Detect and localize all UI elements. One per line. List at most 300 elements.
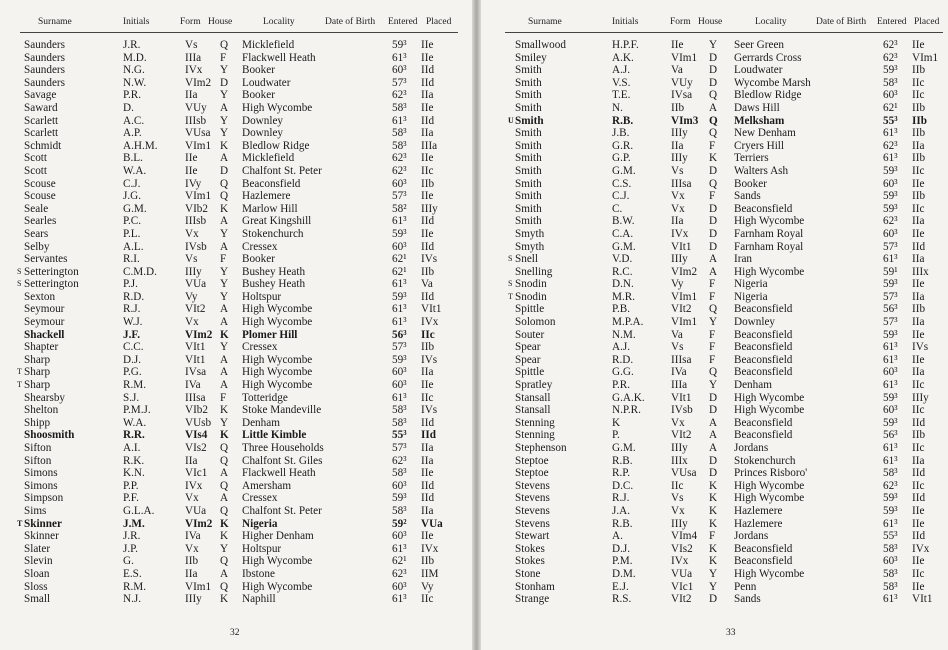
cell-entered: 59³ — [883, 164, 898, 177]
cell-form: VUa — [185, 504, 207, 517]
cell-house: D — [709, 240, 718, 253]
cell-entered: 60³ — [883, 227, 898, 240]
cell-initials: J.M. — [123, 517, 145, 530]
table-row — [481, 341, 948, 354]
cell-house: A — [220, 467, 229, 480]
cell-placed: IIb — [912, 429, 926, 442]
table-row — [481, 366, 948, 379]
cell-locality: Nigeria — [734, 278, 768, 291]
cell-locality: Beaconsfield — [734, 555, 793, 568]
cell-entered: 59³ — [392, 353, 407, 366]
cell-form: VUy — [185, 101, 207, 114]
cell-placed: IIc — [912, 479, 925, 492]
cell-surname: Saunders — [24, 64, 66, 77]
cell-form: VIt2 — [671, 429, 692, 442]
header-initials: Initials — [123, 17, 150, 27]
cell-entered: 59³ — [392, 492, 407, 505]
cell-house: Y — [220, 114, 229, 127]
cell-placed: IIe — [421, 379, 434, 392]
cell-entered: 59³ — [392, 39, 407, 51]
cell-surname: Setterington — [24, 265, 79, 278]
cell-form: IVx — [671, 227, 689, 240]
cell-locality: Stokenchurch — [734, 454, 796, 467]
cell-house: Q — [220, 580, 229, 593]
table-row — [0, 505, 472, 518]
cell-initials: R.D. — [123, 290, 145, 303]
cell-surname: Shelton — [24, 404, 59, 417]
cell-house: A — [220, 567, 229, 580]
table-row — [0, 354, 472, 367]
cell-entered: 58³ — [883, 76, 898, 89]
cell-entered: 56³ — [392, 328, 407, 341]
cell-locality: Wycombe Marsh — [734, 76, 811, 89]
table-row — [0, 303, 472, 316]
cell-initials: R.J. — [123, 303, 141, 316]
table-row — [0, 190, 472, 203]
cell-initials: K.N. — [123, 467, 145, 480]
cell-placed: IId — [421, 492, 435, 505]
cell-house: F — [709, 530, 716, 543]
cell-surname: Stokes — [515, 542, 545, 555]
cell-entered: 61³ — [883, 442, 898, 454]
cell-locality: Marlow Hill — [242, 202, 298, 215]
cell-placed: IIM — [421, 567, 439, 580]
cell-locality: Beaconsfield — [734, 416, 793, 429]
cell-placed: IIe — [421, 152, 434, 165]
cell-placed: IIa — [421, 89, 434, 102]
cell-house: F — [709, 278, 716, 291]
cell-surname: Stone — [515, 567, 541, 580]
cell-form: Vx — [185, 227, 199, 240]
cell-placed: IId — [421, 429, 436, 442]
cell-form: IIc — [671, 479, 684, 492]
cell-house: Y — [709, 379, 718, 392]
cell-house: Q — [220, 190, 229, 203]
cell-form: VIm1 — [185, 580, 212, 593]
cell-entered: 61³ — [883, 517, 898, 530]
cell-surname: Smith — [515, 202, 542, 215]
cell-surname: Smith — [515, 76, 542, 89]
cell-placed: VIt1 — [912, 593, 933, 606]
cell-house: Q — [709, 89, 718, 102]
cell-placed: IId — [421, 240, 435, 253]
cell-placed: IVs — [421, 404, 438, 417]
table-row — [481, 190, 948, 203]
cell-entered: 60³ — [392, 379, 407, 392]
cell-initials: G.M. — [612, 442, 636, 454]
cell-form: IIb — [671, 101, 685, 114]
cell-house: D — [709, 227, 718, 240]
cell-initials: R.M. — [123, 379, 147, 392]
cell-locality: Higher Denham — [242, 530, 314, 543]
cell-placed: IIc — [421, 391, 434, 404]
cell-placed: IIe — [421, 51, 434, 64]
cell-entered: 57³ — [883, 316, 898, 329]
cell-locality: Farnham Royal — [734, 227, 804, 240]
cell-initials: P.M. — [612, 555, 633, 568]
cell-house: Y — [220, 127, 229, 140]
table-row — [481, 77, 948, 90]
cell-house: D — [709, 454, 718, 467]
cell-initials: C.M.D. — [123, 265, 157, 278]
table-row — [481, 89, 948, 102]
cell-initials: G.P. — [612, 152, 631, 165]
cell-placed: IId — [421, 76, 435, 89]
cell-form: IIe — [185, 152, 198, 165]
cell-entered: 58³ — [883, 567, 898, 580]
cell-placed: IVx — [421, 542, 439, 555]
cell-surname: Smith — [515, 177, 542, 190]
cell-surname: Spittle — [515, 303, 545, 316]
cell-form: IVsa — [185, 366, 207, 379]
cell-form: Vy — [185, 290, 198, 303]
cell-surname: Sharp — [24, 353, 51, 366]
cell-initials: N.G. — [123, 64, 145, 77]
cell-marker: U — [508, 115, 514, 125]
table-row — [481, 266, 948, 279]
cell-initials: G.R. — [612, 139, 634, 152]
cell-house: D — [709, 164, 718, 177]
cell-placed: IIIa — [421, 139, 438, 152]
cell-entered: 55³ — [883, 114, 898, 127]
cell-initials: R.C. — [612, 265, 633, 278]
cell-initials: G.G. — [612, 366, 634, 379]
cell-initials: R.B. — [612, 114, 634, 127]
cell-initials: W.A. — [123, 164, 147, 177]
cell-house: D — [709, 51, 718, 64]
cell-placed: IIa — [912, 139, 925, 152]
cell-entered: 59³ — [883, 202, 898, 215]
table-row — [0, 203, 472, 216]
cell-surname: Savage — [24, 89, 57, 102]
cell-locality: Great Kingshill — [242, 215, 312, 228]
cell-placed: IIe — [912, 39, 925, 51]
cell-surname: Schmidt — [24, 139, 62, 152]
page-number: 33 — [726, 628, 736, 638]
cell-house: A — [220, 303, 229, 316]
cell-form: IIa — [185, 89, 198, 102]
cell-initials: P.J. — [123, 278, 138, 291]
cell-entered: 59³ — [883, 64, 898, 77]
cell-surname: Scarlett — [24, 114, 59, 127]
cell-form: IVa — [185, 379, 201, 392]
cell-form: VIt2 — [185, 303, 206, 316]
cell-form: Vs — [185, 39, 198, 51]
cell-locality: Terriers — [734, 152, 769, 165]
cell-initials: P.P. — [123, 479, 139, 492]
cell-entered: 58³ — [392, 101, 407, 114]
table-row — [0, 379, 472, 392]
cell-form: IIIsa — [671, 177, 692, 190]
cell-entered: 62³ — [883, 51, 898, 64]
cell-form: IVsa — [671, 89, 693, 102]
cell-entered: 60³ — [392, 177, 407, 190]
cell-locality: Bushey Heath — [242, 278, 306, 291]
cell-placed: IIa — [912, 366, 925, 379]
table-row — [0, 442, 472, 455]
cell-entered: 57³ — [883, 240, 898, 253]
cell-initials: P. — [612, 429, 620, 442]
cell-placed: IIa — [912, 290, 925, 303]
table-row — [481, 140, 948, 153]
cell-house: K — [709, 504, 718, 517]
cell-placed: IId — [421, 416, 435, 429]
table-row — [481, 228, 948, 241]
cell-placed: IIc — [912, 404, 925, 417]
cell-entered: 60³ — [883, 555, 898, 568]
cell-placed: IIc — [421, 164, 434, 177]
cell-placed: IIb — [912, 303, 926, 316]
cell-surname: Smyth — [515, 240, 545, 253]
register-rows — [481, 39, 948, 606]
cell-form: VUsb — [185, 416, 212, 429]
table-row — [481, 115, 948, 128]
cell-entered: 57³ — [392, 76, 407, 89]
cell-surname: Snelling — [515, 265, 553, 278]
cell-entered: 59³ — [883, 278, 898, 291]
cell-form: VIb2 — [185, 202, 208, 215]
cell-initials: C.J. — [612, 190, 630, 203]
cell-placed: IId — [912, 467, 926, 480]
cell-locality: High Wycombe — [242, 353, 313, 366]
cell-initials: G.M. — [612, 164, 636, 177]
cell-initials: P.C. — [123, 215, 142, 228]
cell-surname: Smith — [515, 89, 542, 102]
cell-surname: Stansall — [515, 391, 551, 404]
cell-initials: M.R. — [612, 290, 636, 303]
header-form: Form — [670, 17, 691, 27]
table-row — [481, 379, 948, 392]
table-row — [481, 492, 948, 505]
cell-surname: Setterington — [24, 278, 79, 291]
cell-form: VIt1 — [671, 240, 692, 253]
cell-locality: Beaconsfield — [734, 341, 793, 354]
cell-initials: R.K. — [123, 454, 145, 467]
cell-initials: P.M.J. — [123, 404, 151, 417]
cell-form: Vx — [671, 190, 685, 203]
cell-placed: IIIy — [421, 202, 438, 215]
cell-form: IIa — [185, 454, 198, 467]
cell-form: IVy — [185, 177, 202, 190]
table-row — [0, 52, 472, 65]
cell-entered: 60³ — [883, 366, 898, 379]
table-row — [481, 593, 948, 606]
cell-entered: 60³ — [883, 404, 898, 417]
header-date-of-birth: Date of Birth — [816, 17, 867, 27]
table-row — [0, 366, 472, 379]
cell-surname: Slevin — [24, 555, 53, 568]
cell-locality: Booker — [242, 64, 275, 77]
cell-initials: P.L. — [123, 227, 141, 240]
table-row — [0, 555, 472, 568]
cell-locality: Flackwell Heath — [242, 51, 316, 64]
cell-form: VIm1 — [671, 51, 698, 64]
cell-marker: S — [508, 279, 513, 289]
cell-placed: IIb — [421, 341, 435, 354]
table-row — [481, 455, 948, 468]
cell-initials: G.M. — [123, 202, 147, 215]
table-row — [481, 152, 948, 165]
table-row — [0, 455, 472, 468]
cell-house: F — [709, 139, 716, 152]
cell-surname: Sears — [24, 227, 49, 240]
cell-surname: Spear — [515, 353, 541, 366]
cell-initials: A.J. — [612, 341, 631, 354]
cell-placed: IId — [421, 215, 435, 228]
header-rule — [20, 32, 458, 33]
cell-surname: Souter — [515, 328, 545, 341]
header-locality: Locality — [263, 17, 295, 27]
cell-initials: P.F. — [123, 492, 139, 505]
cell-surname: Sharp — [24, 366, 51, 379]
cell-marker: S — [17, 279, 22, 289]
cell-surname: Sifton — [24, 442, 52, 454]
cell-surname: Stevens — [515, 479, 550, 492]
table-row — [0, 593, 472, 606]
cell-surname: Snodin — [515, 290, 547, 303]
cell-initials: A.K. — [612, 51, 634, 64]
cell-initials: A.I. — [123, 442, 141, 454]
cell-entered: 60³ — [392, 530, 407, 543]
cell-locality: High Wycombe — [242, 580, 313, 593]
cell-surname: Smith — [515, 64, 542, 77]
table-row — [481, 429, 948, 442]
cell-initials: J.A. — [612, 504, 631, 517]
table-row — [0, 278, 472, 291]
cell-locality: Holtspur — [242, 542, 282, 555]
cell-initials: J.R. — [123, 39, 141, 51]
cell-locality: Denham — [242, 416, 280, 429]
cell-initials: W.J. — [123, 316, 143, 329]
cell-form: IIIy — [671, 253, 688, 266]
cell-placed: VIm1 — [912, 51, 939, 64]
cell-surname: Stephenson — [515, 442, 567, 454]
cell-locality: High Wycombe — [734, 404, 805, 417]
table-row — [481, 253, 948, 266]
cell-initials: M.D. — [123, 51, 147, 64]
page-number: 32 — [230, 628, 240, 638]
table-row — [481, 480, 948, 493]
cell-locality: High Wycombe — [734, 391, 805, 404]
cell-house: D — [709, 202, 718, 215]
cell-placed: IIe — [912, 555, 925, 568]
cell-surname: Sloss — [24, 580, 48, 593]
table-row — [481, 581, 948, 594]
cell-placed: IIc — [912, 76, 925, 89]
cell-initials: R.D. — [612, 353, 634, 366]
cell-placed: IId — [912, 530, 926, 543]
cell-initials: N.J. — [123, 593, 142, 606]
cell-placed: IVs — [912, 341, 929, 354]
cell-form: VIt2 — [671, 303, 692, 316]
cell-entered: 57³ — [392, 442, 407, 454]
cell-initials: B.L. — [123, 152, 143, 165]
cell-house: Y — [709, 316, 718, 329]
cell-placed: IIe — [421, 467, 434, 480]
cell-initials: R.I. — [123, 253, 140, 266]
cell-form: IVx — [185, 479, 203, 492]
cell-entered: 61³ — [392, 215, 407, 228]
cell-house: A — [709, 101, 718, 114]
cell-form: Va — [671, 64, 683, 77]
cell-house: D — [709, 404, 718, 417]
cell-initials: C.C. — [123, 341, 144, 354]
cell-house: K — [709, 555, 718, 568]
cell-placed: IId — [912, 416, 926, 429]
table-row — [481, 215, 948, 228]
table-row — [0, 568, 472, 581]
cell-locality: Denham — [734, 379, 772, 392]
table-row — [481, 39, 948, 52]
cell-locality: New Denham — [734, 127, 796, 140]
cell-house: A — [220, 379, 229, 392]
cell-house: Q — [220, 479, 229, 492]
cell-locality: Downley — [734, 316, 776, 329]
cell-form: IVa — [185, 530, 201, 543]
cell-form: VIm2 — [185, 76, 212, 89]
cell-locality: Totteridge — [242, 391, 288, 404]
cell-locality: High Wycombe — [734, 215, 805, 228]
cell-form: VUsa — [185, 127, 211, 140]
cell-surname: Stenning — [515, 429, 555, 442]
cell-house: K — [709, 542, 718, 555]
cell-form: IIb — [185, 555, 199, 568]
cell-entered: 61³ — [392, 303, 407, 316]
cell-locality: Melksham — [734, 114, 785, 127]
cell-locality: Bushey Heath — [242, 265, 306, 278]
cell-placed: Va — [421, 278, 433, 291]
cell-locality: Cressex — [242, 240, 278, 253]
table-row — [0, 89, 472, 102]
cell-locality: Chalfont St. Giles — [242, 454, 323, 467]
cell-initials: C.S. — [612, 177, 632, 190]
cell-entered: 62³ — [392, 152, 407, 165]
cell-locality: Loudwater — [734, 64, 783, 77]
cell-placed: IIa — [912, 454, 925, 467]
cell-locality: High Wycombe — [734, 567, 805, 580]
table-row — [481, 64, 948, 77]
cell-initials: K — [612, 416, 621, 429]
cell-entered: 61³ — [883, 152, 898, 165]
cell-house: K — [709, 479, 718, 492]
cell-locality: Seer Green — [734, 39, 785, 51]
cell-locality: Downley — [242, 127, 284, 140]
cell-house: Y — [220, 265, 229, 278]
cell-form: Vx — [185, 542, 199, 555]
cell-house: D — [709, 391, 718, 404]
cell-placed: IVs — [421, 353, 438, 366]
cell-house: A — [709, 442, 718, 454]
cell-placed: IId — [421, 290, 435, 303]
cell-house: K — [709, 152, 718, 165]
cell-placed: IIe — [912, 504, 925, 517]
cell-placed: Vy — [421, 580, 434, 593]
cell-locality: High Wycombe — [242, 101, 313, 114]
cell-form: IIIy — [671, 442, 688, 454]
cell-entered: 62³ — [392, 164, 407, 177]
cell-entered: 62³ — [392, 89, 407, 102]
cell-surname: Sharp — [24, 379, 51, 392]
cell-locality: Walters Ash — [734, 164, 789, 177]
register-rows — [0, 39, 472, 606]
cell-entered: 58³ — [392, 404, 407, 417]
cell-house: A — [220, 366, 229, 379]
cell-placed: IIa — [421, 366, 434, 379]
cell-initials: N.W. — [123, 76, 147, 89]
cell-form: IVx — [185, 64, 203, 77]
table-row — [0, 543, 472, 556]
cell-locality: High Wycombe — [242, 316, 313, 329]
